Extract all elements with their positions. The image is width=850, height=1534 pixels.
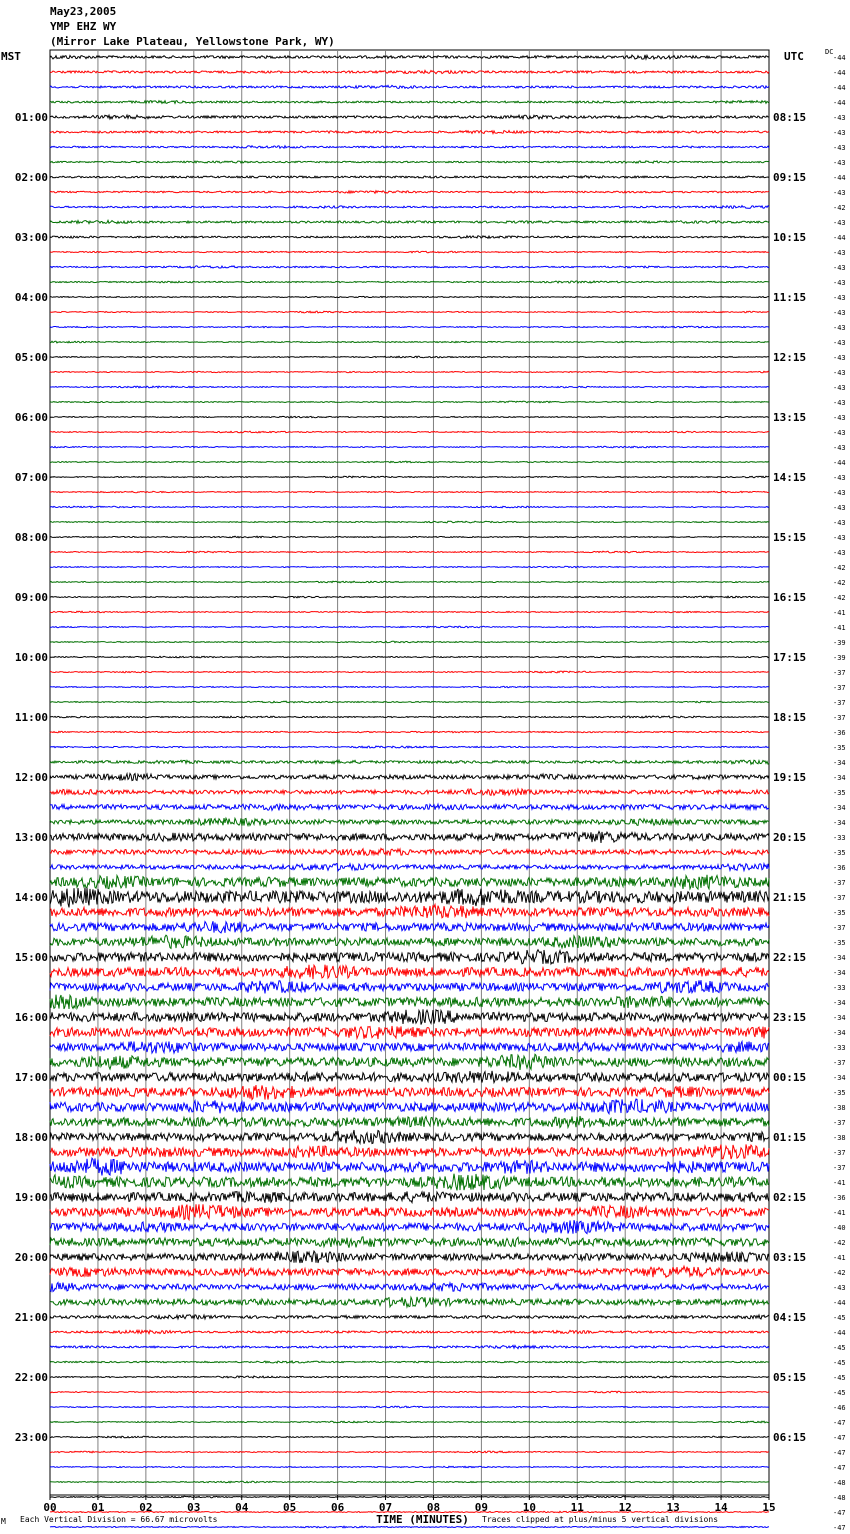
dc-offset-label: -34 [833, 774, 846, 782]
seismic-trace [50, 1116, 769, 1128]
seismic-trace [50, 875, 769, 889]
left-hour-label: 05:00 [14, 351, 48, 364]
dc-offset-label: -47 [833, 1464, 846, 1472]
seismic-trace [50, 266, 769, 268]
dc-offset-label: -36 [833, 1194, 846, 1202]
seismic-trace [50, 476, 769, 478]
dc-offset-label: -43 [833, 534, 846, 542]
dc-offset-label: -43 [833, 354, 846, 362]
seismic-trace [50, 206, 769, 209]
left-hour-label: 16:00 [14, 1011, 48, 1024]
dc-offset-label: -34 [833, 1029, 846, 1037]
seismic-trace [50, 536, 769, 538]
dc-offset-label: -44 [833, 459, 846, 467]
dc-offset-label: -43 [833, 219, 846, 227]
seismic-trace [50, 1009, 769, 1024]
dc-offset-label: -42 [833, 1269, 846, 1277]
dc-offset-label: -43 [833, 189, 846, 197]
dc-offset-label: -43 [833, 429, 846, 437]
seismic-trace [50, 1496, 769, 1498]
seismic-trace [50, 804, 769, 810]
seismic-trace [50, 161, 769, 163]
right-hour-label: 21:15 [773, 891, 807, 904]
dc-offset-label: -43 [833, 144, 846, 152]
x-tick-label: 05 [283, 1501, 297, 1514]
dc-offset-label: -35 [833, 789, 846, 797]
seismic-trace [50, 1376, 769, 1378]
seismic-trace [50, 1204, 769, 1219]
left-hour-label: 14:00 [14, 891, 48, 904]
x-tick-label: 03 [187, 1501, 201, 1514]
dc-offset-label: -33 [833, 834, 846, 842]
left-hour-label: 06:00 [14, 411, 48, 424]
seismic-trace [50, 611, 769, 613]
dc-offset-label: -43 [833, 549, 846, 557]
left-timezone-label: MST [1, 50, 21, 63]
seismic-trace [50, 416, 769, 417]
seismic-trace [50, 1391, 769, 1393]
dc-offset-label: -37 [833, 1059, 846, 1067]
seismic-trace [50, 506, 769, 508]
seismic-trace [50, 818, 769, 826]
dc-offset-label: -43 [833, 309, 846, 317]
dc-offset-label: -37 [833, 684, 846, 692]
dc-offset-label: -43 [833, 1284, 846, 1292]
seismic-trace [50, 656, 769, 658]
dc-offset-label: -45 [833, 1344, 846, 1352]
dc-offset-label: -43 [833, 369, 846, 377]
footer-clip-note: Traces clipped at plus/minus 5 vertical divisions [482, 1515, 719, 1524]
seismic-trace [50, 55, 769, 59]
dc-offset-label: -37 [833, 1164, 846, 1172]
dc-offset-label: -47 [833, 1419, 846, 1427]
left-hour-label: 12:00 [14, 771, 48, 784]
seismic-trace [50, 236, 769, 239]
seismic-trace [50, 731, 769, 733]
seismic-trace [50, 131, 769, 134]
seismic-trace [50, 1099, 769, 1114]
seismic-trace [50, 1361, 769, 1363]
footer-scale-note: Each Vertical Division = 66.67 microvolts [20, 1515, 218, 1524]
x-tick-label: 00 [43, 1501, 57, 1514]
x-tick-label: 12 [618, 1501, 632, 1514]
dc-offset-label: -35 [833, 1089, 846, 1097]
right-hour-label: 17:15 [773, 651, 807, 664]
right-hour-label: 08:15 [773, 111, 807, 124]
footer-mark: M [1, 1517, 6, 1526]
seismic-trace [50, 760, 769, 764]
dc-offset-label: -45 [833, 1389, 846, 1397]
left-hour-label: 11:00 [14, 711, 48, 724]
seismic-trace [50, 671, 769, 673]
left-hour-label: 20:00 [14, 1251, 48, 1264]
dc-offset-label: -33 [833, 1044, 846, 1052]
seismic-trace [50, 921, 769, 933]
dc-offset-label: -33 [833, 984, 846, 992]
dc-offset-label: -43 [833, 129, 846, 137]
seismic-trace [50, 1041, 769, 1053]
right-hour-label: 03:15 [773, 1251, 807, 1264]
dc-offset-label: -41 [833, 624, 846, 632]
x-tick-label: 14 [714, 1501, 728, 1514]
dc-offset-label: -42 [833, 579, 846, 587]
seismic-trace [50, 115, 769, 119]
dc-offset-label: -43 [833, 489, 846, 497]
seismic-trace [50, 521, 769, 523]
plot-date: May23,2005 [50, 5, 117, 18]
seismic-trace [50, 85, 769, 88]
seismic-trace [50, 995, 769, 1009]
right-hour-label: 09:15 [773, 171, 807, 184]
dc-offset-label: -38 [833, 1104, 846, 1112]
dc-offset-label: -34 [833, 969, 846, 977]
station-location: (Mirror Lake Plateau, Yellowstone Park, WY) [50, 35, 335, 48]
dc-offset-label: -43 [833, 444, 846, 452]
right-hour-label: 02:15 [773, 1191, 807, 1204]
dc-offset-label: -44 [833, 1299, 846, 1307]
dc-offset-label: -37 [833, 669, 846, 677]
seismic-trace [50, 686, 769, 687]
dc-offset-label: -34 [833, 804, 846, 812]
x-tick-label: 15 [762, 1501, 776, 1514]
seismic-trace [50, 461, 769, 463]
dc-offset-label: -34 [833, 954, 846, 962]
dc-offset-label: -37 [833, 1119, 846, 1127]
x-axis-title: TIME (MINUTES) [376, 1513, 469, 1526]
seismic-trace [50, 965, 769, 979]
dc-offset-label: -43 [833, 339, 846, 347]
seismic-trace [50, 1283, 769, 1292]
left-hour-label: 04:00 [14, 291, 48, 304]
seismic-trace [50, 1054, 769, 1070]
dc-offset-label: -37 [833, 1149, 846, 1157]
x-tick-label: 02 [139, 1501, 153, 1514]
dc-offset-label: -47 [833, 1509, 846, 1517]
seismic-trace [50, 281, 769, 283]
x-tick-label: 08 [426, 1501, 441, 1514]
dc-offset-label: -45 [833, 1374, 846, 1382]
seismic-trace [50, 1330, 769, 1333]
dc-offset-label: -47 [833, 1449, 846, 1457]
seismic-trace [50, 1481, 769, 1483]
right-hour-label: 13:15 [773, 411, 807, 424]
dc-offset-label: -44 [833, 69, 846, 77]
dc-offset-label: -37 [833, 879, 846, 887]
seismic-trace [50, 746, 769, 748]
dc-offset-label: -41 [833, 1209, 846, 1217]
seismic-trace [50, 935, 769, 948]
dc-offset-label: -44 [833, 99, 846, 107]
dc-offset-label: -40 [833, 1224, 846, 1232]
x-tick-label: 13 [666, 1501, 680, 1514]
seismic-trace [50, 491, 769, 493]
seismic-trace [50, 1026, 769, 1039]
dc-offset-label: -43 [833, 474, 846, 482]
dc-offset-label: -42 [833, 1239, 846, 1247]
dc-offset-label: -43 [833, 294, 846, 302]
dc-offset-label: -43 [833, 414, 846, 422]
dc-offset-label: -37 [833, 714, 846, 722]
seismic-trace [50, 1085, 769, 1100]
seismic-trace [50, 848, 769, 855]
dc-offset-label: -41 [833, 609, 846, 617]
dc-offset-label: -35 [833, 939, 846, 947]
dc-offset-label: -45 [833, 1314, 846, 1322]
right-hour-label: 23:15 [773, 1011, 807, 1024]
seismic-trace [50, 1421, 769, 1423]
seismic-trace [50, 386, 769, 388]
seismic-trace [50, 70, 769, 73]
seismic-trace [50, 566, 769, 567]
seismic-trace [50, 716, 769, 718]
dc-offset-label: -45 [833, 1359, 846, 1367]
seismic-trace [50, 1220, 769, 1234]
seismic-trace [50, 1158, 769, 1175]
seismic-trace [50, 950, 769, 964]
right-hour-label: 16:15 [773, 591, 807, 604]
station-name: YMP EHZ WY [50, 20, 117, 33]
dc-offset-label: -42 [833, 564, 846, 572]
right-hour-label: 00:15 [773, 1071, 807, 1084]
seismic-trace [50, 1251, 769, 1263]
right-hour-label: 22:15 [773, 951, 807, 964]
seismic-trace [50, 701, 769, 703]
dc-offset-label: -43 [833, 504, 846, 512]
left-hour-label: 21:00 [14, 1311, 48, 1324]
seismic-trace [50, 431, 769, 433]
left-hour-label: 08:00 [14, 531, 48, 544]
dc-offset-label: -34 [833, 819, 846, 827]
x-tick-label: 07 [378, 1501, 393, 1514]
seismic-trace [50, 596, 769, 598]
x-tick-label: 06 [330, 1501, 345, 1514]
dc-offset-label: -43 [833, 324, 846, 332]
seismic-trace [50, 101, 769, 104]
seismic-trace [50, 1174, 769, 1191]
dc-offset-label: -43 [833, 159, 846, 167]
seismic-trace [50, 864, 769, 871]
dc-offset-label: -35 [833, 909, 846, 917]
x-tick-label: 11 [570, 1501, 584, 1514]
seismic-trace [50, 888, 769, 908]
left-hour-label: 18:00 [14, 1131, 48, 1144]
x-tick-label: 01 [91, 1501, 105, 1514]
seismic-trace [50, 1237, 769, 1248]
dc-offset-label: -37 [833, 699, 846, 707]
seismic-trace [50, 1406, 769, 1408]
seismic-trace [50, 220, 769, 223]
seismic-trace [50, 1192, 769, 1203]
dc-offset-label: -34 [833, 999, 846, 1007]
dc-offset-label: -42 [833, 204, 846, 212]
dc-offset-label: -43 [833, 114, 846, 122]
seismic-trace [50, 1315, 769, 1319]
dc-offset-label: -44 [833, 1329, 846, 1337]
right-hour-label: 01:15 [773, 1131, 807, 1144]
right-timezone-label: UTC [784, 50, 804, 63]
seismic-trace [50, 1266, 769, 1277]
seismic-trace [50, 1130, 769, 1144]
left-hour-label: 19:00 [14, 1191, 48, 1204]
dc-offset-label: -44 [833, 234, 846, 242]
seismic-trace [50, 371, 769, 372]
x-tick-label: 09 [474, 1501, 489, 1514]
right-hour-label: 11:15 [773, 291, 807, 304]
dc-offset-label: -38 [833, 1134, 846, 1142]
seismic-trace [50, 1144, 769, 1159]
left-hour-label: 02:00 [14, 171, 48, 184]
seismic-trace [50, 1297, 769, 1307]
dc-offset-label: -44 [833, 174, 846, 182]
seismic-trace [50, 1436, 769, 1438]
dc-offset-label: -46 [833, 1404, 846, 1412]
dc-offset-label: -43 [833, 399, 846, 407]
seismic-trace [50, 774, 769, 781]
right-hour-label: 04:15 [773, 1311, 807, 1324]
seismic-trace [50, 191, 769, 194]
seismic-trace [50, 356, 769, 358]
dc-offset-label: -34 [833, 1014, 846, 1022]
left-hour-label: 01:00 [14, 111, 48, 124]
dc-offset-label: -43 [833, 279, 846, 287]
seismic-trace [50, 176, 769, 179]
dc-offset-label: -43 [833, 519, 846, 527]
dc-header-label: DC [825, 48, 834, 56]
seismic-trace [50, 1526, 769, 1528]
right-hour-label: 20:15 [773, 831, 807, 844]
seismic-trace [50, 1345, 769, 1348]
x-tick-label: 10 [522, 1501, 536, 1514]
dc-offset-label: -36 [833, 729, 846, 737]
right-hour-label: 12:15 [773, 351, 807, 364]
seismic-trace [50, 251, 769, 253]
right-hour-label: 18:15 [773, 711, 807, 724]
left-hour-label: 10:00 [14, 651, 48, 664]
right-hour-label: 15:15 [773, 531, 807, 544]
dc-offset-label: -41 [833, 1179, 846, 1187]
dc-offset-label: -47 [833, 1524, 846, 1532]
seismic-trace [50, 641, 769, 642]
left-hour-label: 03:00 [14, 231, 48, 244]
seismic-trace [50, 296, 769, 297]
seismic-trace [50, 980, 769, 993]
dc-offset-label: -41 [833, 1254, 846, 1262]
dc-offset-label: -48 [833, 1494, 846, 1502]
dc-offset-label: -43 [833, 264, 846, 272]
dc-offset-label: -44 [833, 54, 846, 62]
dc-offset-label: -34 [833, 1074, 846, 1082]
seismic-trace [50, 626, 769, 628]
seismic-trace [50, 311, 769, 313]
right-hour-label: 05:15 [773, 1371, 807, 1384]
seismic-trace [50, 1071, 769, 1083]
seismic-trace [50, 789, 769, 795]
dc-offset-label: -43 [833, 249, 846, 257]
seismic-trace [50, 326, 769, 328]
seismic-trace [50, 831, 769, 843]
seismic-trace [50, 551, 769, 553]
seismic-trace [50, 1466, 769, 1467]
dc-offset-label: -42 [833, 594, 846, 602]
left-hour-label: 23:00 [14, 1431, 48, 1444]
seismic-trace [50, 401, 769, 403]
dc-offset-label: -35 [833, 744, 846, 752]
seismic-trace [50, 581, 769, 583]
dc-offset-label: -36 [833, 864, 846, 872]
dc-offset-label: -37 [833, 924, 846, 932]
dc-offset-label: -39 [833, 654, 846, 662]
x-tick-label: 04 [235, 1501, 249, 1514]
right-hour-label: 19:15 [773, 771, 807, 784]
left-hour-label: 09:00 [14, 591, 48, 604]
left-hour-label: 13:00 [14, 831, 48, 844]
left-hour-label: 15:00 [14, 951, 48, 964]
seismic-trace [50, 446, 769, 448]
seismic-trace [50, 146, 769, 149]
dc-offset-label: -37 [833, 894, 846, 902]
left-hour-label: 17:00 [14, 1071, 48, 1084]
dc-offset-label: -39 [833, 639, 846, 647]
dc-offset-label: -44 [833, 84, 846, 92]
right-hour-label: 06:15 [773, 1431, 807, 1444]
right-hour-label: 10:15 [773, 231, 807, 244]
dc-offset-label: -43 [833, 384, 846, 392]
dc-offset-label: -48 [833, 1479, 846, 1487]
left-hour-label: 22:00 [14, 1371, 48, 1384]
dc-offset-label: -34 [833, 759, 846, 767]
seismic-trace [50, 905, 769, 919]
dc-offset-label: -35 [833, 849, 846, 857]
left-hour-label: 07:00 [14, 471, 48, 484]
seismic-trace [50, 1451, 769, 1453]
right-hour-label: 14:15 [773, 471, 807, 484]
seismic-trace [50, 341, 769, 343]
dc-offset-label: -47 [833, 1434, 846, 1442]
